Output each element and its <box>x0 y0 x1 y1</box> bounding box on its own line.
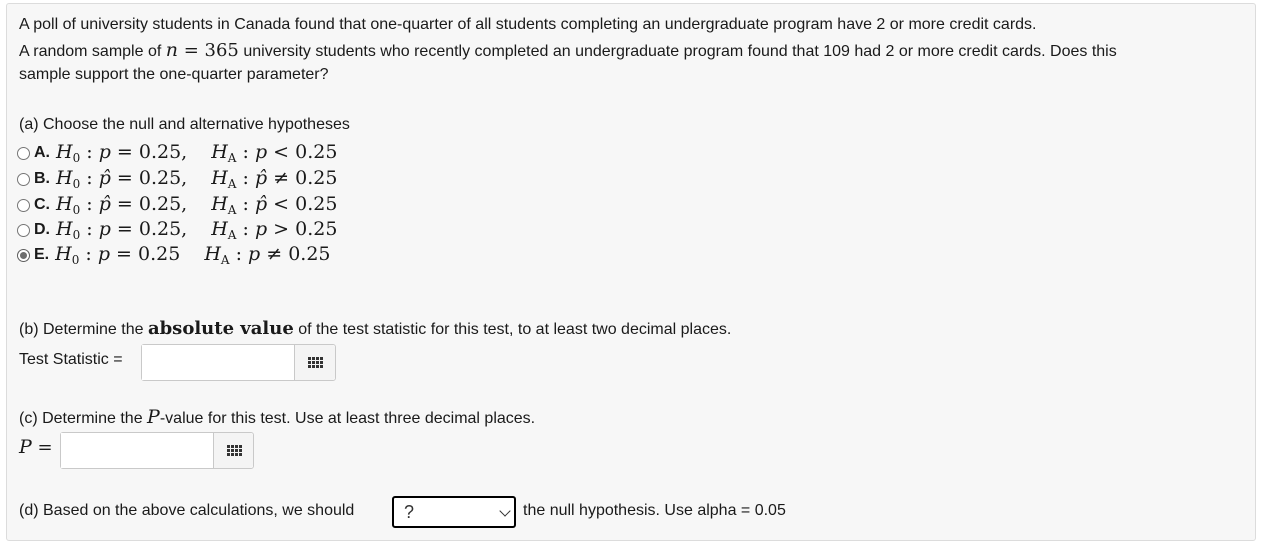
h0-subscript: 0 <box>72 228 81 242</box>
part-c-prompt <box>19 407 535 429</box>
h0-symbol: H <box>55 243 72 265</box>
alternative-hypothesis <box>211 141 337 165</box>
h0-subscript: 0 <box>72 203 81 217</box>
part-c-prompt-pre: (c) Determine the <box>19 410 148 427</box>
ha-parameter: p <box>254 141 268 163</box>
null-hypothesis <box>56 218 187 242</box>
decision-select[interactable] <box>392 496 516 528</box>
ha-parameter: p̂ <box>254 167 268 189</box>
ha-symbol: H <box>211 167 228 189</box>
part-b-prompt-post: of the test statistic for this test, to at least two decimal places. <box>293 321 732 338</box>
h0-parameter: p <box>98 218 111 240</box>
h0-colon: : <box>80 141 99 163</box>
n-variable: n <box>165 39 178 61</box>
h0-colon: : <box>80 167 99 189</box>
option-letter: D. <box>34 221 50 238</box>
h0-symbol: H <box>56 193 73 215</box>
grid-keypad-icon <box>308 357 322 369</box>
option-letter: A. <box>34 144 50 161</box>
part-b-prompt-bold: absolute value <box>147 318 294 339</box>
alternative-hypothesis <box>211 218 337 242</box>
part-d-prompt-post: the null hypothesis. Use alpha = 0.05 <box>523 502 786 519</box>
test-statistic-keypad-button[interactable] <box>294 345 335 380</box>
radio-button[interactable] <box>17 224 30 237</box>
radio-button[interactable] <box>17 147 30 160</box>
chevron-down-icon <box>499 505 510 516</box>
h0-parameter: p̂ <box>98 193 111 215</box>
h0-colon: : <box>80 193 99 215</box>
ha-subscript: A <box>227 177 237 191</box>
part-b-prompt <box>19 319 731 340</box>
grid-keypad-icon <box>227 445 241 457</box>
h0-symbol: H <box>56 167 73 189</box>
p-value-input-group <box>60 432 254 469</box>
alternative-hypothesis <box>211 167 337 191</box>
part-c-prompt-post: -value for this test. Use at least three decimal places. <box>159 410 536 427</box>
test-statistic-label: Test Statistic = <box>19 351 123 368</box>
ha-relation: ≠ 0.25 <box>267 167 338 189</box>
p-value-keypad-button[interactable] <box>213 433 253 468</box>
ha-subscript: A <box>227 151 237 165</box>
h0-subscript: 0 <box>71 253 80 267</box>
p-value-var: P <box>19 436 32 458</box>
ha-relation: > 0.25 <box>267 218 338 240</box>
h0-parameter: p̂ <box>98 167 111 189</box>
ha-subscript: A <box>227 203 237 217</box>
ha-symbol: H <box>211 141 228 163</box>
ha-subscript: A <box>227 228 237 242</box>
h0-value: = 0.25 <box>110 243 181 265</box>
ha-parameter: p̂ <box>254 193 268 215</box>
ha-relation: < 0.25 <box>267 193 338 215</box>
ha-symbol: H <box>211 218 228 240</box>
alternative-hypothesis <box>211 193 337 217</box>
p-value-label <box>19 437 53 459</box>
null-hypothesis <box>56 193 187 217</box>
p-variable: P <box>147 406 160 428</box>
radio-button[interactable] <box>17 199 30 212</box>
hypothesis-option-a[interactable] <box>17 142 337 164</box>
ha-parameter: p <box>248 243 261 265</box>
radio-button[interactable] <box>17 249 30 262</box>
p-value-eq: = <box>31 437 53 458</box>
radio-button[interactable] <box>17 173 30 186</box>
ha-colon: : <box>236 193 255 215</box>
hypothesis-option-e[interactable] <box>17 244 331 266</box>
part-a-prompt: (a) Choose the null and alternative hypotheses <box>19 116 350 133</box>
null-hypothesis <box>55 243 180 267</box>
hypothesis-option-d[interactable] <box>17 219 337 241</box>
h0-symbol: H <box>56 141 73 163</box>
h0-value: = 0.25, <box>110 141 188 163</box>
test-statistic-input-group <box>141 344 336 381</box>
ha-symbol: H <box>211 193 228 215</box>
h0-value: = 0.25, <box>110 218 188 240</box>
ha-symbol: H <box>204 243 221 265</box>
ha-colon: : <box>229 243 249 265</box>
part-b-prompt-pre: (b) Determine the <box>19 321 148 338</box>
h0-colon: : <box>80 218 99 240</box>
h0-colon: : <box>79 243 98 265</box>
decision-select-value: ? <box>404 501 415 522</box>
h0-symbol: H <box>56 218 73 240</box>
h0-value: = 0.25, <box>110 167 188 189</box>
h0-value: = 0.25, <box>110 193 188 215</box>
null-hypothesis <box>56 167 187 191</box>
intro-line-2-pre: A random sample of <box>19 43 166 60</box>
ha-relation: < 0.25 <box>267 141 338 163</box>
intro-line-2 <box>19 40 1117 62</box>
h0-parameter: p <box>97 243 110 265</box>
ha-colon: : <box>236 218 255 240</box>
alternative-hypothesis <box>204 243 330 267</box>
h0-subscript: 0 <box>72 151 81 165</box>
ha-subscript: A <box>220 253 230 267</box>
h0-parameter: p <box>98 141 111 163</box>
option-letter: E. <box>34 246 50 263</box>
null-hypothesis <box>56 141 187 165</box>
intro-line-2-post: university students who recently completed an undergraduate program found that 109 had 2 or more credit cards. Does this <box>238 43 1117 60</box>
test-statistic-input[interactable] <box>142 345 294 380</box>
hypothesis-option-b[interactable] <box>17 168 337 190</box>
intro-line-3: sample support the one-quarter parameter? <box>19 66 329 83</box>
hypothesis-option-c[interactable] <box>17 194 337 216</box>
option-letter: C. <box>34 196 50 213</box>
n-value: = 365 <box>178 40 239 61</box>
ha-colon: : <box>236 141 255 163</box>
ha-parameter: p <box>254 218 268 240</box>
p-value-input[interactable] <box>61 433 213 468</box>
part-d-prompt-pre: (d) Based on the above calculations, we should <box>19 502 355 519</box>
h0-subscript: 0 <box>72 177 81 191</box>
option-letter: B. <box>34 170 50 187</box>
intro-line-1: A poll of university students in Canada found that one-quarter of all students completing an undergraduate program have 2 or more credit cards. <box>19 16 1037 33</box>
ha-relation: ≠ 0.25 <box>260 243 331 265</box>
ha-colon: : <box>236 167 255 189</box>
